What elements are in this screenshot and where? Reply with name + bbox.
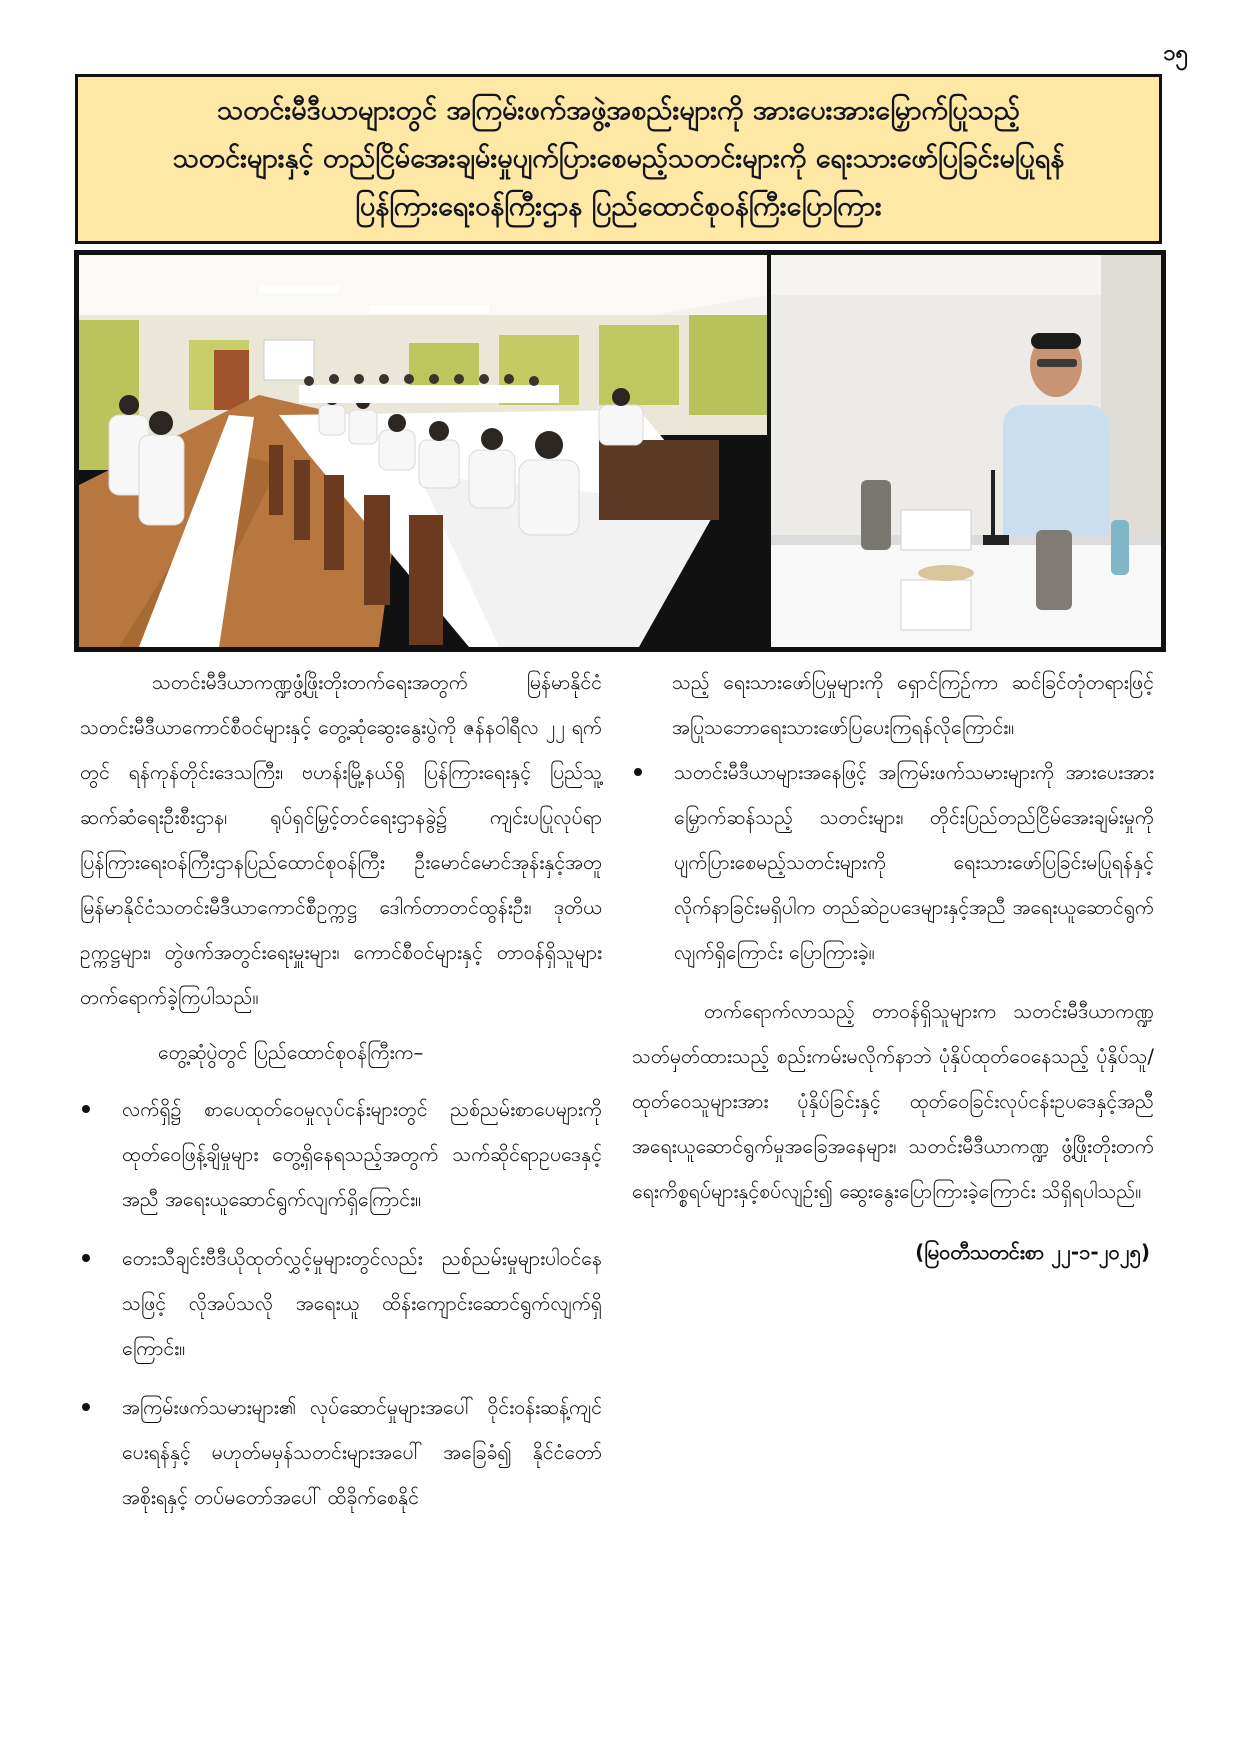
bullet-icon xyxy=(82,1403,90,1411)
left-column xyxy=(80,660,602,1534)
page-number: ၁၅ xyxy=(1163,41,1188,66)
bullet-icon xyxy=(82,1254,90,1262)
list-item xyxy=(632,750,1154,975)
bullet-list-left xyxy=(80,1087,602,1520)
intro-paragraph: သတင်းမီဒီယာကဏ္ဍဖွံ့ဖြိုးတိုးတက်ရေးအတွက် မြန်မာနိုင်ငံသတင်းမီဒီယာကောင်စီဝင်များနှင့် တွေ့ဆုံဆွေးနွေးပွဲကို ဇန်နဝါရီလ ၂၂ ရက်တွင် ရန်ကုန်တိုင်းဒေသကြီး၊ ဗဟန်းမြို့နယ်ရှိ ပြန်ကြားရေးနှင့် ပြည်သူ့ဆက်ဆံရေးဦးစီးဌာန၊ ရုပ်ရှင်မြှင့်တင်ရေးဌာနခွဲ၌ ကျင်းပပြုလုပ်ရာ ပြန်ကြားရေးဝန်ကြီးဌာနပြည်ထောင်စုဝန်ကြီး ဦးမောင်မောင်အုန်းနှင့်အတူ မြန်မာနိုင်ငံသတင်းမီဒီယာကောင်စီဥက္ကဋ္ဌ ဒေါက်တာတင်ထွန်းဦး၊ ဒုတိယဥက္ကဋ္ဌများ၊ တွဲဖက်အတွင်းရေးမှူးများ၊ ကောင်စီဝင်များနှင့် တာဝန်ရှိသူများ တက်ရောက်ခဲ့ကြပါသည်။ xyxy=(80,671,602,1009)
photo-frame xyxy=(74,250,1166,652)
source-citation: (မြဝတီသတင်းစာ ၂၂-၁-၂၀၂၅) xyxy=(915,1240,1150,1264)
continued-text: သည့် ရေးသားဖော်ပြမှုများကို ရှောင်ကြဉ်ကာ ဆင်ခြင်တုံတရားဖြင့် အပြုသဘောရေးသားဖော်ပြပေးကြရန်လိုကြောင်း။ xyxy=(672,671,1154,739)
list-item xyxy=(80,1236,602,1371)
closing-paragraph: တက်ရောက်လာသည့် တာဝန်ရှိသူများက သတင်းမီဒီယာကဏ္ဍ သတ်မှတ်ထားသည့် စည်းကမ်းမလိုက်နာဘဲ ပုံနှိပ်ထုတ်ဝေနေသည့် ပုံနှိပ်သူ/ထုတ်ဝေသူများအား ပုံနှိပ်ခြင်းနှင့် ထုတ်ဝေခြင်းလုပ်ငန်းဥပဒေနှင့်အညီ အရေးယူဆောင်ရွက်မှုအခြေအနေများ၊ သတင်းမီဒီယာကဏ္ဍ ဖွံ့ဖြိုးတိုးတက်ရေးကိစ္စရပ်များနှင့်စပ်လျဉ်း၍ ဆွေးနွေးပြောကြားခဲ့ကြောင်း သိရှိရပါသည်။ xyxy=(632,1000,1154,1203)
bullet-icon xyxy=(82,1105,90,1113)
right-column xyxy=(632,660,1154,1275)
headline-box xyxy=(75,74,1162,244)
lead-in: တွေ့ဆုံပွဲတွင် ပြည်ထောင်စုဝန်ကြီးက– xyxy=(158,1041,424,1064)
headline-line-1: သတင်းမီဒီယာများတွင် အကြမ်းဖက်အဖွဲ့အစည်းများကို အားပေးအားမြှောက်ပြုသည့် xyxy=(216,95,1021,126)
bullet-text: အကြမ်းဖက်သမားများ၏ လုပ်ဆောင်မှုများအပေါ် ဝိုင်းဝန်းဆန့်ကျင်ပေးရန်နှင့် မဟုတ်မမှန်သတင်းများအပေါ် အခြေခံ၍ နိုင်ငံတော်အစိုးရနှင့် တပ်မတော်အပေါ် ထိခိုက်စေနိုင် xyxy=(122,1396,602,1509)
speaker-photo xyxy=(771,255,1161,647)
meeting-hall-photo xyxy=(79,255,767,647)
bullet-list-right xyxy=(632,750,1154,975)
bullet-text: လက်ရှိ၌ စာပေထုတ်ဝေမှုလုပ်ငန်းများတွင် ညစ်ညမ်းစာပေများကို ထုတ်ဝေဖြန့်ချိမှုများ တွေ့ရှိနေရသည့်အတွက် သက်ဆိုင်ရာဥပဒေနှင့်အညီ အရေးယူဆောင်ရွက်လျက်ရှိကြောင်း။ xyxy=(122,1098,602,1211)
headline-line-3: ပြန်ကြားရေးဝန်ကြီးဌာန ပြည်ထောင်စုဝန်ကြီးပြောကြား xyxy=(355,191,882,222)
list-item xyxy=(80,1385,602,1520)
bullet-text: တေးသီချင်းဗီဒီယိုထုတ်လွှင့်မှုများတွင်လည်း ညစ်ညမ်းမှုများပါဝင်နေသဖြင့် လိုအပ်သလို အရေးယူ ထိန်းကျောင်းဆောင်ရွက်လျက်ရှိကြောင်း။ xyxy=(122,1247,602,1360)
headline-line-2: သတင်းများနှင့် တည်ငြိမ်အေးချမ်းမှုပျက်ပြားစေမည့်သတင်းများကို ရေးသားဖော်ပြခြင်းမပြုရန် xyxy=(172,143,1065,174)
list-item xyxy=(80,1087,602,1222)
bullet-text: သတင်းမီဒီယာများအနေဖြင့် အကြမ်းဖက်သမားများကို အားပေးအားမြှောက်ဆန်သည့် သတင်းများ၊ တိုင်းပြည်တည်ငြိမ်အေးချမ်းမှုကို ပျက်ပြားစေမည့်သတင်းများကို ရေးသားဖော်ပြခြင်းမပြုရန်နှင့် လိုက်နာခြင်းမရှိပါက တည်ဆဲဥပဒေများနှင့်အညီ အရေးယူဆောင်ရွက်လျက်ရှိကြောင်း ပြောကြားခဲ့။ xyxy=(674,761,1154,964)
bullet-icon xyxy=(634,768,642,776)
